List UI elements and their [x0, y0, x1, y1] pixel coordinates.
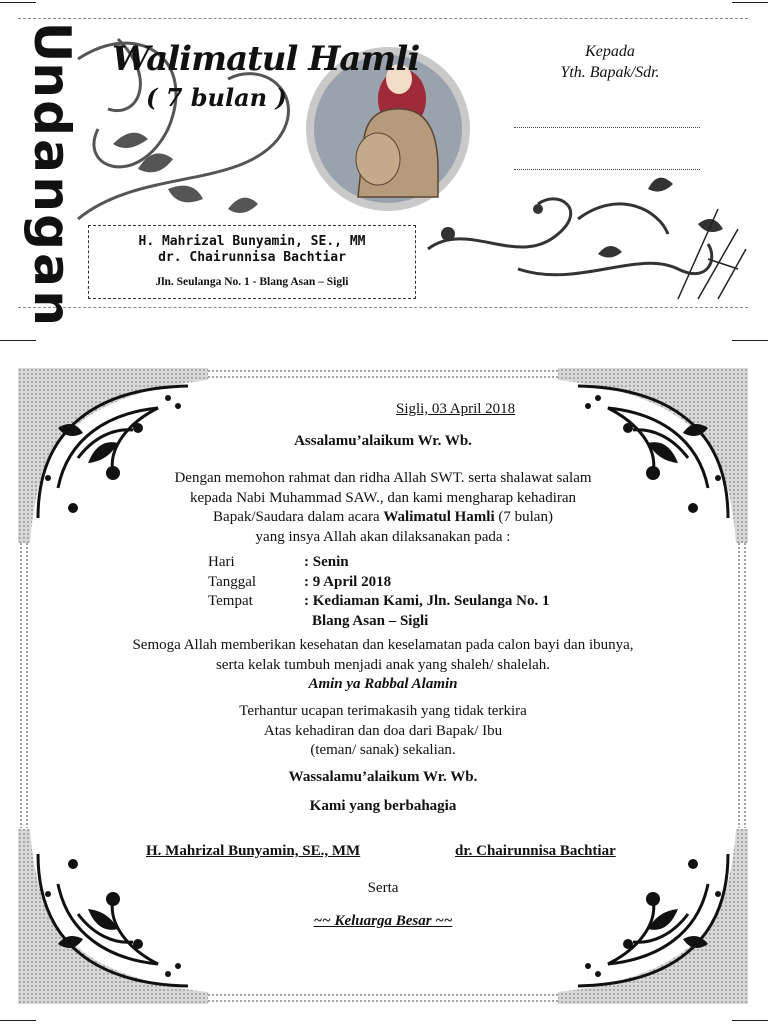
- vertical-letter: a: [23, 139, 81, 173]
- host-name-1: H. Mahrizal Bunyamin, SE., MM: [138, 234, 366, 249]
- crop-mark: [732, 1020, 768, 1021]
- text-line: (teman/ sanak) sekalian.: [310, 742, 456, 758]
- detail-row-day: [208, 553, 628, 573]
- address-line[interactable]: [514, 169, 700, 170]
- recipient-title: Yth. Bapak/Sdr.: [560, 64, 660, 81]
- vertical-letter: n: [23, 290, 81, 326]
- address-line[interactable]: [514, 127, 700, 128]
- detail-row-date: [208, 573, 628, 593]
- host-address: Jln. Seulanga No. 1 - Blang Asan – Sigli: [155, 276, 349, 288]
- detail-row-place: [208, 592, 628, 612]
- host-box: [88, 225, 416, 299]
- crop-mark: [0, 340, 36, 341]
- thanks-paragraph: [18, 702, 748, 761]
- detail-value: : Kediaman Kami, Jln. Seulanga No. 1: [304, 593, 550, 609]
- event-name: Walimatul Hamli: [383, 509, 495, 525]
- crop-mark: [732, 2, 768, 3]
- invitation-title: Walimatul Hamli: [112, 39, 420, 79]
- text-line: Semoga Allah memberikan kesehatan dan keselamatan pada calon bayi dan ibunya,: [132, 637, 634, 653]
- letter-date: Sigli, 03 April 2018: [396, 401, 516, 417]
- text-line: kepada Nabi Muhammad SAW., dan kami mengharap kehadiran: [189, 489, 577, 506]
- vertical-letter: g: [23, 214, 81, 250]
- text-span: Bapak/Saudara dalam acara: [213, 509, 384, 525]
- host-name-2: dr. Chairunnisa Bachtiar: [158, 250, 346, 265]
- text-line: Atas kehadiran dan doa dari Bapak/ Ibu: [263, 722, 503, 739]
- vertical-letter: d: [23, 100, 81, 136]
- text-line: Dengan memohon rahmat dan ridha Allah SWT. serta shalawat salam: [174, 470, 592, 486]
- vertical-word-undangan: [23, 21, 81, 327]
- amin-line: Amin ya Rabbal Alamin: [308, 676, 458, 692]
- opening-paragraph: [18, 469, 748, 547]
- recipient-to: Kepada: [585, 43, 635, 60]
- crop-mark: [0, 2, 36, 3]
- signatory-1: H. Mahrizal Bunyamin, SE., MM: [146, 843, 361, 859]
- invitation-subtitle: ( 7 bulan ): [146, 83, 287, 112]
- family-line: ~~ Keluarga Besar ~~: [313, 913, 453, 929]
- text-line: Terhantur ucapan terimakasih yang tidak terkira: [239, 703, 527, 719]
- crop-mark: [732, 340, 768, 341]
- prayer-paragraph: [18, 636, 748, 695]
- letter-body: [18, 368, 748, 1004]
- detail-label: Tanggal: [208, 573, 257, 590]
- signoff: Kami yang berbahagia: [309, 798, 457, 814]
- detail-value: : Senin: [304, 554, 349, 570]
- signatory-2: dr. Chairunnisa Bachtiar: [455, 843, 616, 859]
- serta-text: Serta: [367, 880, 399, 896]
- greeting: Assalamu’alaikum Wr. Wb.: [294, 433, 472, 449]
- recipient-block: [520, 41, 700, 83]
- text-line: yang insya Allah akan dilaksanakan pada :: [255, 528, 511, 545]
- detail-label: Hari: [208, 554, 235, 570]
- detail-value: : 9 April 2018: [304, 573, 392, 590]
- envelope-card: [18, 18, 748, 326]
- vertical-letter: n: [23, 176, 81, 212]
- event-details: [208, 553, 628, 631]
- text-line: serta kelak tumbuh menjadi anak yang shaleh/ shalelah.: [215, 656, 551, 673]
- crop-mark: [0, 1020, 36, 1021]
- text-span: (7 bulan): [494, 509, 553, 525]
- vertical-letter: n: [23, 62, 81, 98]
- vertical-letter: U: [23, 21, 81, 63]
- text-line: [18, 508, 748, 528]
- detail-label: Tempat: [208, 593, 253, 609]
- detail-row-place-2: [208, 612, 628, 632]
- vertical-letter: a: [23, 253, 81, 287]
- closing-greeting: Wassalamu’alaikum Wr. Wb.: [288, 769, 478, 785]
- detail-value: Blang Asan – Sigli: [312, 612, 429, 629]
